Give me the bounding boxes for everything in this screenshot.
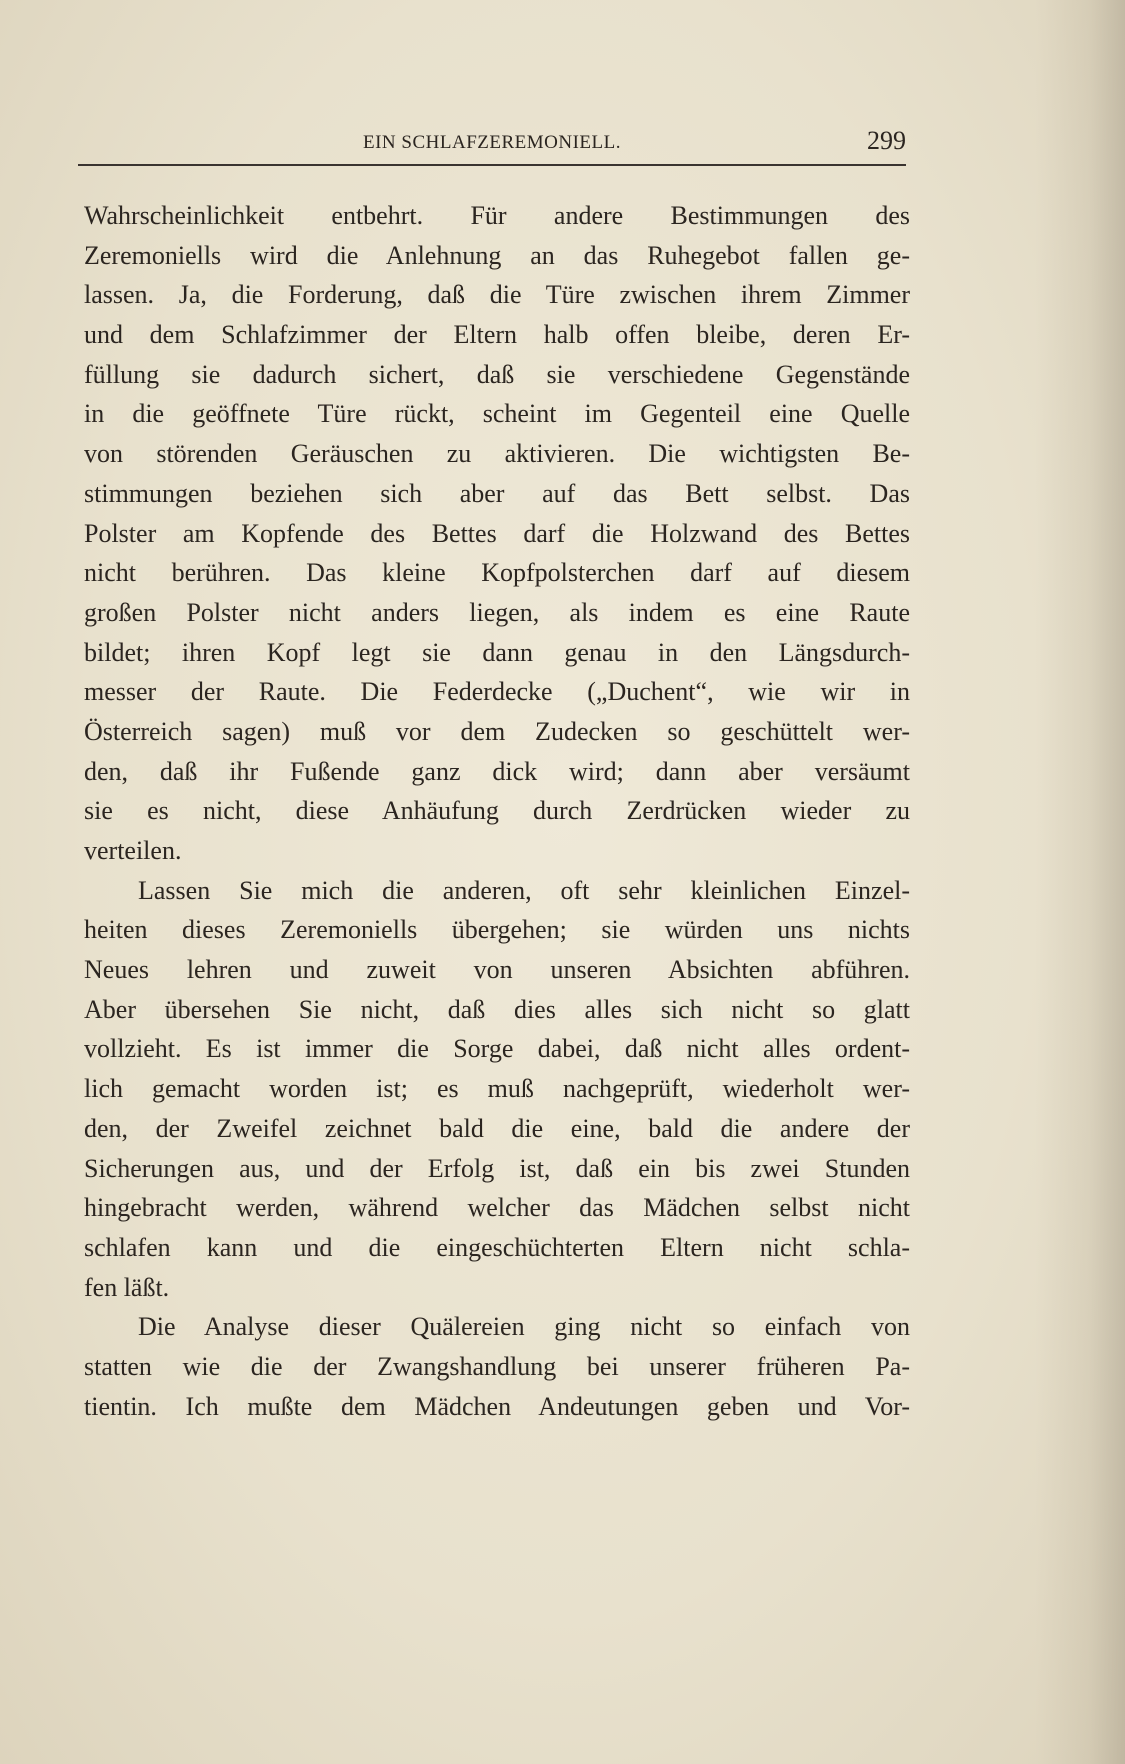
running-head: EIN SCHLAFZEREMONIELL. [363,132,621,153]
text-line: Die Analyse dieser Quälereien ging nicht so einfach von [138,1312,910,1342]
page-edge-shadow [1035,0,1125,1764]
text-line: lassen. Ja, die Forderung, daß die Türe zwischen ihrem Zimmer [84,280,910,310]
text-line: lich gemacht worden ist; es muß nachgeprüft, wiederholt wer- [84,1074,910,1104]
text-line: den, daß ihr Fußende ganz dick wird; dann aber versäumt [84,756,910,786]
text-line: Neues lehren und zuweit von unseren Absichten abführen. [84,955,910,985]
text-line: verteilen. [84,836,182,865]
text-line: in die geöffnete Türe rückt, scheint im Gegenteil eine Quelle [84,399,910,429]
text-line: hingebracht werden, während welcher das Mädchen selbst nicht [84,1193,910,1223]
text-line: statten wie die der Zwangshandlung bei unserer früheren Pa- [84,1351,910,1381]
text-line: sie es nicht, diese Anhäufung durch Zerdrücken wieder zu [84,796,910,826]
text-line: Sicherungen aus, und der Erfolg ist, daß ein bis zwei Stunden [84,1153,910,1183]
text-line: heiten dieses Zeremoniells übergehen; sie würden uns nichts [84,915,910,945]
body-text [84,196,910,1426]
text-line: Wahrscheinlichkeit entbehrt. Für andere Bestimmungen des [84,201,910,230]
text-line: von störenden Geräuschen zu aktivieren. Die wichtigsten Be- [84,439,910,469]
header-rule [78,164,906,166]
page-number: 299 [867,126,906,155]
text-line: füllung sie dadurch sichert, daß sie verschiedene Gegenstände [84,359,910,389]
text-line: nicht berühren. Das kleine Kopfpolsterchen darf auf diesem [84,558,910,588]
text-line: schlafen kann und die eingeschüchterten Eltern nicht schla- [84,1232,910,1262]
text-line: messer der Raute. Die Federdecke („Duchent“, wie wir in [84,677,910,707]
text-line: fen läßt. [84,1272,170,1302]
text-line: den, der Zweifel zeichnet bald die eine, bald die andere der [84,1113,910,1143]
text-line: Lassen Sie mich die anderen, oft sehr kleinlichen Einzel- [138,875,910,905]
text-line: bildet; ihren Kopf legt sie dann genau in den Längsdurch- [84,637,910,667]
text-line: großen Polster nicht anders liegen, als indem es eine Raute [84,597,910,627]
text-line: stimmungen beziehen sich aber auf das Bett selbst. Das [84,478,910,508]
text-line: Österreich sagen) muß vor dem Zudecken so geschüttelt wer- [84,716,910,746]
text-line: tientin. Ich mußte dem Mädchen Andeutungen geben und Vor- [84,1391,910,1421]
page-header [78,124,906,164]
text-line: Aber übersehen Sie nicht, daß dies alles sich nicht so glatt [84,994,910,1024]
text-line: Zeremoniells wird die Anlehnung an das Ruhegebot fallen ge- [84,240,910,270]
text-line: Polster am Kopfende des Bettes darf die Holzwand des Bettes [84,518,910,548]
text-line: und dem Schlafzimmer der Eltern halb offen bleibe, deren Er- [84,320,910,350]
text-line: vollzieht. Es ist immer die Sorge dabei, daß nicht alles ordent- [84,1034,910,1064]
